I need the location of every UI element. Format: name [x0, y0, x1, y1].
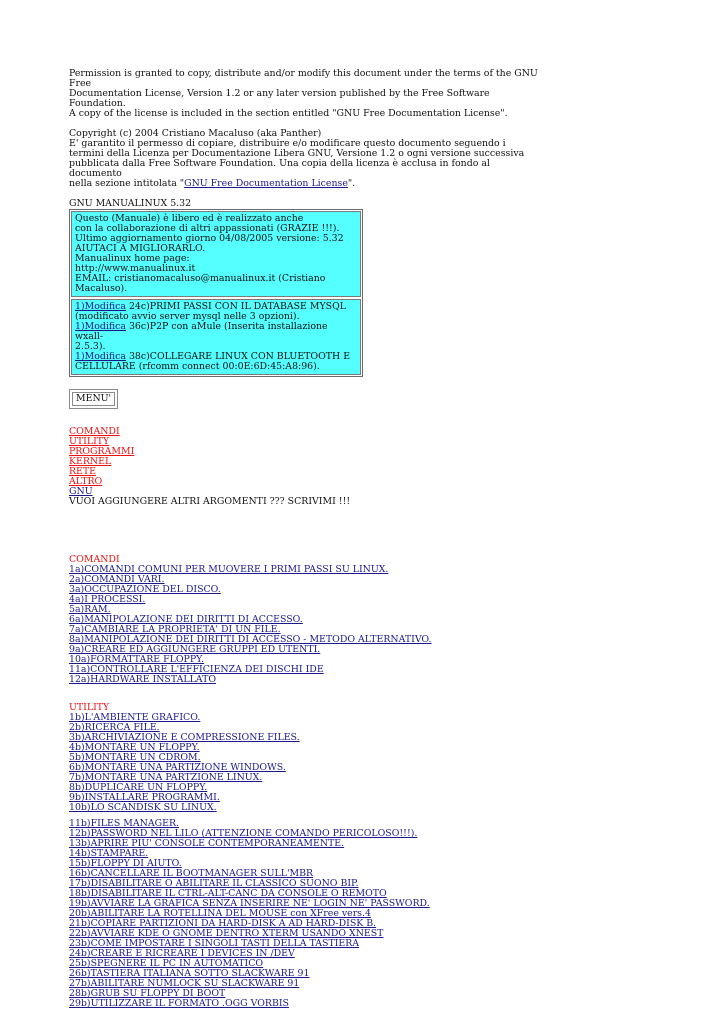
utility-link[interactable]: 24b)CREARE E RICREARE I DEVICES IN /DEV [69, 948, 295, 959]
utility-link[interactable]: 27b)ABILITARE NUMLOCK SU SLACKWARE 91 [69, 978, 300, 989]
utility-link[interactable]: 23b)COME IMPOSTARE I SINGOLI TASTI DELLA TASTIERA [69, 938, 360, 949]
utility-link[interactable]: 4b)MONTARE UN FLOPPY. [69, 742, 200, 753]
utility-link[interactable]: 18b)DISABILITARE IL CTRL-ALT-CANC DA CONSOLE O REMOTO [69, 888, 387, 899]
utility-link[interactable]: 2b)RICERCA FILE. [69, 722, 160, 733]
update-text: 36c)P2P con aMule (Inserita installazione wxall- [75, 321, 328, 342]
info-box [69, 209, 363, 377]
utility-link[interactable]: 25b)SPEGNERE IL PC IN AUTOMATICO [69, 958, 264, 969]
comandi-link[interactable]: 1a)COMANDI COMUNI PER MUOVERE I PRIMI PASSI SU LINUX. [69, 564, 389, 575]
info-line: Ultimo aggiornamento giorno 04/08/2005 versione: 5.32 [75, 233, 344, 244]
comandi-link[interactable]: 8a)MANIPOLAZIONE DEI DIRITTI DI ACCESSO - METODO ALTERNATIVO. [69, 634, 432, 645]
utility-link[interactable]: 11b)FILES MANAGER. [69, 818, 179, 829]
comandi-link[interactable]: 4a)I PROCESSI. [69, 594, 146, 605]
license-line: pubblicata dalla Free Software Foundation. Una copia della licenza è acclusa in fondo al documento [69, 158, 490, 179]
menu-button-frame [69, 389, 118, 409]
version-title: GNU MANUALINUX 5.32 [69, 198, 192, 209]
info-line: Manualinux home page: [75, 253, 190, 264]
update-link[interactable]: 1)Modifica [75, 321, 126, 332]
comandi-link[interactable]: 3a)OCCUPAZIONE DEL DISCO. [69, 584, 221, 595]
utility-link[interactable]: 26b)TASTIERA ITALIANA SOTTO SLACKWARE 91 [69, 968, 310, 979]
license-line: Copyright (c) 2004 Cristiano Macaluso (aka Panther) [69, 128, 322, 139]
license-line: Permission is granted to copy, distribute and/or modify this document under the terms of the GNU Free [69, 68, 538, 89]
utility-link[interactable]: 10b)LO SCANDISK SU LINUX. [69, 802, 217, 813]
info-line: AIUTACI A MIGLIORARLO. [75, 243, 206, 254]
info-cell [71, 211, 361, 297]
section-title-utility: UTILITY [69, 702, 110, 713]
section-nav [69, 427, 539, 507]
menu-button[interactable]: MENU' [72, 392, 115, 406]
utility-link[interactable]: 22b)AVVIARE KDE O GNOME DENTRO XTERM USANDO XNEST [69, 928, 384, 939]
utility-link[interactable]: 13b)APRIRE PIU' CONSOLE CONTEMPORANEAMENTE. [69, 838, 345, 849]
update-text: 38c)COLLEGARE LINUX CON BLUETOOTH E [125, 351, 351, 362]
comandi-link[interactable]: 5a)RAM. [69, 604, 111, 615]
utility-link[interactable]: 1b)L'AMBIENTE GRAFICO. [69, 712, 201, 723]
update-text-cont: CELLULARE (rfcomm connect 00:0E:6D:45:A8:96). [75, 361, 320, 372]
license-line: Documentation License, Version 1.2 or any later version published by the Free Software Foundation. [69, 88, 490, 109]
utility-link[interactable]: 6b)MONTARE UNA PARTIZIONE WINDOWS. [69, 762, 286, 773]
license-prefix: nella sezione intitolata " [69, 178, 185, 189]
nav-utility[interactable]: UTILITY [69, 436, 110, 447]
utility-link[interactable]: 16b)CANCELLARE IL BOOTMANAGER SULL'MBR [69, 868, 314, 879]
license-line [69, 179, 539, 189]
utility-section [69, 703, 539, 1009]
comandi-section [69, 555, 539, 685]
utility-link[interactable]: 14b)STAMPARE. [69, 848, 149, 859]
utility-link[interactable]: 17b)DISABILITARE O ABILITARE IL CLASSICO SUONO BIP. [69, 878, 359, 889]
updates-cell [71, 299, 361, 375]
homepage-url: http://www.manualinux.it [75, 263, 196, 274]
utility-link[interactable]: 28b)GRUB SU FLOPPY DI BOOT [69, 988, 226, 999]
license-suffix: ". [347, 178, 356, 189]
info-line: Questo (Manuale) è libero ed è realizzato anche [75, 213, 304, 224]
update-link[interactable]: 1)Modifica [75, 301, 126, 312]
comandi-link[interactable]: 7a)CAMBIARE LA PROPRIETA' DI UN FILE. [69, 624, 281, 635]
utility-link[interactable]: 21b)COPIARE PARTIZIONI DA HARD-DISK A AD HARD-DISK B. [69, 918, 377, 929]
license-italian [69, 129, 539, 189]
license-line: A copy of the license is included in the section entitled "GNU Free Documentation License". [69, 108, 508, 119]
nav-altro[interactable]: ALTRO [69, 476, 103, 487]
update-link[interactable]: 1)Modifica [75, 351, 126, 362]
comandi-link[interactable]: 10a)FORMATTARE FLOPPY. [69, 654, 205, 665]
utility-link[interactable]: 12b)PASSWORD NEL LILO (ATTENZIONE COMANDO PERICOLOSO!!!). [69, 828, 418, 839]
nav-rete[interactable]: RETE [69, 466, 96, 477]
nav-gnu[interactable]: GNU [69, 486, 93, 497]
utility-link[interactable]: 20b)ABILITARE LA ROTELLINA DEL MOUSE con XFree vers.4 [69, 908, 371, 919]
comandi-link[interactable]: 9a)CREARE ED AGGIUNGERE GRUPPI ED UTENTI. [69, 644, 321, 655]
comandi-link[interactable]: 6a)MANIPOLAZIONE DEI DIRITTI DI ACCESSO. [69, 614, 303, 625]
update-text: 24c)PRIMI PASSI CON IL DATABASE MYSQL [125, 301, 346, 312]
comandi-link[interactable]: 12a)HARDWARE INSTALLATO [69, 674, 217, 685]
utility-link[interactable]: 5b)MONTARE UN CDROM. [69, 752, 201, 763]
license-line: termini della Licenza per Documentazione Libera GNU, Versione 1.2 o ogni versione successiva [69, 148, 525, 159]
nav-programmi[interactable]: PROGRAMMI [69, 446, 135, 457]
section-title-comandi: COMANDI [69, 554, 120, 565]
update-text-cont: (modificato avvio server mysql nelle 3 opzioni). [75, 311, 300, 322]
update-entry [75, 322, 357, 342]
gnu-fdl-link[interactable]: GNU Free Documentation License [184, 178, 348, 189]
license-english [69, 69, 539, 119]
utility-link[interactable]: 7b)MONTARE UNA PARTZIONE LINUX. [69, 772, 263, 783]
utility-link[interactable]: 9b)INSTALLARE PROGRAMMI. [69, 792, 220, 803]
utility-link[interactable]: 8b)DUPLICARE UN FLOPPY. [69, 782, 208, 793]
utility-link[interactable]: 29b)UTILIZZARE IL FORMATO .OGG VORBIS [69, 998, 289, 1009]
utility-link[interactable]: 15b)FLOPPY DI AIUTO. [69, 858, 182, 869]
request-text: VUOI AGGIUNGERE ALTRI ARGOMENTI ??? SCRIVIMI !!! [69, 496, 351, 507]
contact-email: EMAIL: cristianomacaluso@manualinux.it (Cristiano Macaluso). [75, 273, 326, 294]
nav-comandi[interactable]: COMANDI [69, 426, 120, 437]
info-line: con la collaborazione di altri appassionati (GRAZIE !!!). [75, 223, 340, 234]
document-page [69, 69, 539, 1009]
license-line: E' garantito il permesso di copiare, distribuire e/o modificare questo documento seguendo i [69, 138, 506, 149]
utility-link[interactable]: 3b)ARCHIVIAZIONE E COMPRESSIONE FILES. [69, 732, 300, 743]
update-text-cont: 2.5.3). [75, 341, 106, 352]
utility-link[interactable]: 19b)AVVIARE LA GRAFICA SENZA INSERIRE NE' LOGIN NE' PASSWORD. [69, 898, 430, 909]
comandi-link[interactable]: 11a)CONTROLLARE L'EFFICIENZA DEI DISCHI IDE [69, 664, 324, 675]
nav-kernel[interactable]: KERNEL [69, 456, 112, 467]
comandi-link[interactable]: 2a)COMANDI VARI. [69, 574, 165, 585]
